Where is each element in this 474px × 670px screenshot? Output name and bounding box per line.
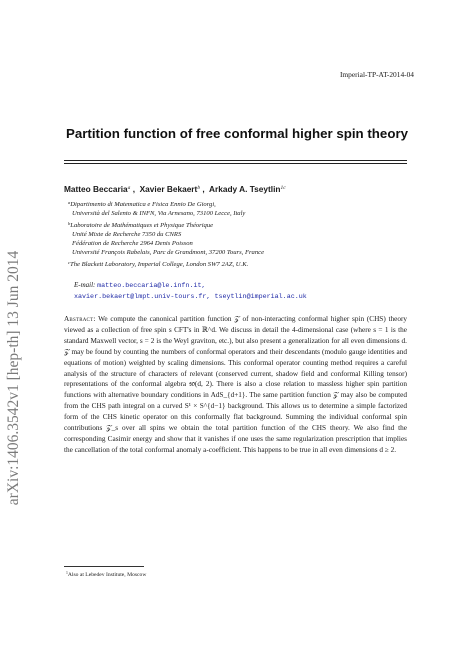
arxiv-stamp [0, 0, 28, 670]
affiliation-b-line1 [68, 219, 264, 230]
email-line-2 [74, 292, 307, 303]
affiliation-text: Laboratoire de Mathématiques et Physique Théorique [70, 221, 214, 229]
abstract-text: We compute the canonical partition function 𝒵 of non-interacting conformal higher spin (CHS) theory viewed as a collection of free spin s CFT's in ℝ^d. We discuss in detail the 4-dimensional case (where s = 1 is the standard Maxwell vector, s = 2 is the Weyl graviton, etc.), but also present a generalization for all even dimensions d. 𝒵 may be found by counting the numbers of conformal operators and their descendants (modulo gauge identities and equations of motion) weighted by scaling dimensions. This conformal operator counting method requires a careful analysis of the structure of characters of relevant (conserved current, shadow field and conformal Killing tensor) representations of the conformal algebra 𝔰𝔬(d, 2). There is also a close relation to massless higher spin partition functions with alternative boundary conditions in AdS_{d+1}. The same partition function 𝒵 may also be computed from the CHS path integral on a curved S¹ × S^{d−1} background. This allows us to determine a simple factorized form of the CHS kinetic operator on this conformally flat background. Summing the individual conformal spin contributions 𝒵_s over all spins we obtain the total partition function of the CHS theory. We also find the corresponding Casimir energy and show that it vanishes if one uses the same regularization prescription that implies the cancellation of the total conformal anomaly a-coefficient. This happens to be true in all even dimensions d ≥ 2. [64, 315, 407, 454]
title-rule-thin [64, 163, 407, 164]
abstract [64, 314, 407, 456]
author-name: Arkady A. Tseytlin [209, 184, 281, 194]
affiliation-mark: a [68, 200, 71, 205]
footnote-rule [64, 566, 144, 567]
author-list [64, 184, 286, 194]
title-rule-thick [64, 160, 407, 161]
affiliations [68, 198, 264, 269]
footnote [66, 571, 146, 578]
email-line-1 [74, 281, 307, 292]
affiliation-mark: b [68, 220, 71, 226]
affiliation-mark: c [68, 259, 71, 265]
email-block [74, 281, 307, 302]
arxiv-identifier: arXiv:1406.3542v1 [hep-th] 13 Jun 2014 [5, 250, 22, 506]
email-label: E-mail: [74, 281, 96, 289]
affiliation-b-line3: Fédération de Recherche 2964 Denis Poisson [72, 240, 193, 248]
email-link[interactable]: matteo.beccaria@le.infn.it, [97, 282, 206, 290]
affiliation-a-line1 [68, 198, 264, 209]
abstract-label: Abstract: [64, 315, 96, 323]
author-name: Xavier Bekaert [139, 184, 198, 194]
affiliation-c-line1 [68, 258, 264, 269]
footnote-text: Also at Lebedev Institute, Moscow [67, 572, 147, 578]
paper-title: Partition function of free conformal higher spin theory [65, 126, 409, 141]
author-mark: a [127, 185, 131, 191]
author-separator: , [132, 184, 138, 194]
affiliation-b-line2: Unité Mixte de Recherche 7350 du CNRS [72, 230, 182, 238]
author-name: Matteo Beccaria [64, 184, 128, 194]
author-mark: b [197, 185, 201, 191]
author-mark: 1c [280, 185, 286, 191]
affiliation-text: The Blackett Laboratory, Imperial College, London SW7 2AZ, U.K. [70, 260, 249, 268]
footnote-mark: 1 [66, 571, 68, 575]
affiliation-a-line2: Università del Salento & INFN, Via Arnesano, 73100 Lecce, Italy [72, 210, 246, 218]
affiliation-text: Dipartimento di Matematica e Fisica Ennio De Giorgi, [70, 201, 216, 208]
email-link[interactable]: xavier.bekaert@lmpt.univ-tours.fr, tseytlin@imperial.ac.uk [74, 292, 307, 301]
report-number: Imperial-TP-AT-2014-04 [339, 70, 414, 79]
affiliation-b-line4: Université François Rabelais, Parc de Grandmont, 37200 Tours, France [72, 249, 264, 257]
author-separator: , [202, 184, 207, 194]
